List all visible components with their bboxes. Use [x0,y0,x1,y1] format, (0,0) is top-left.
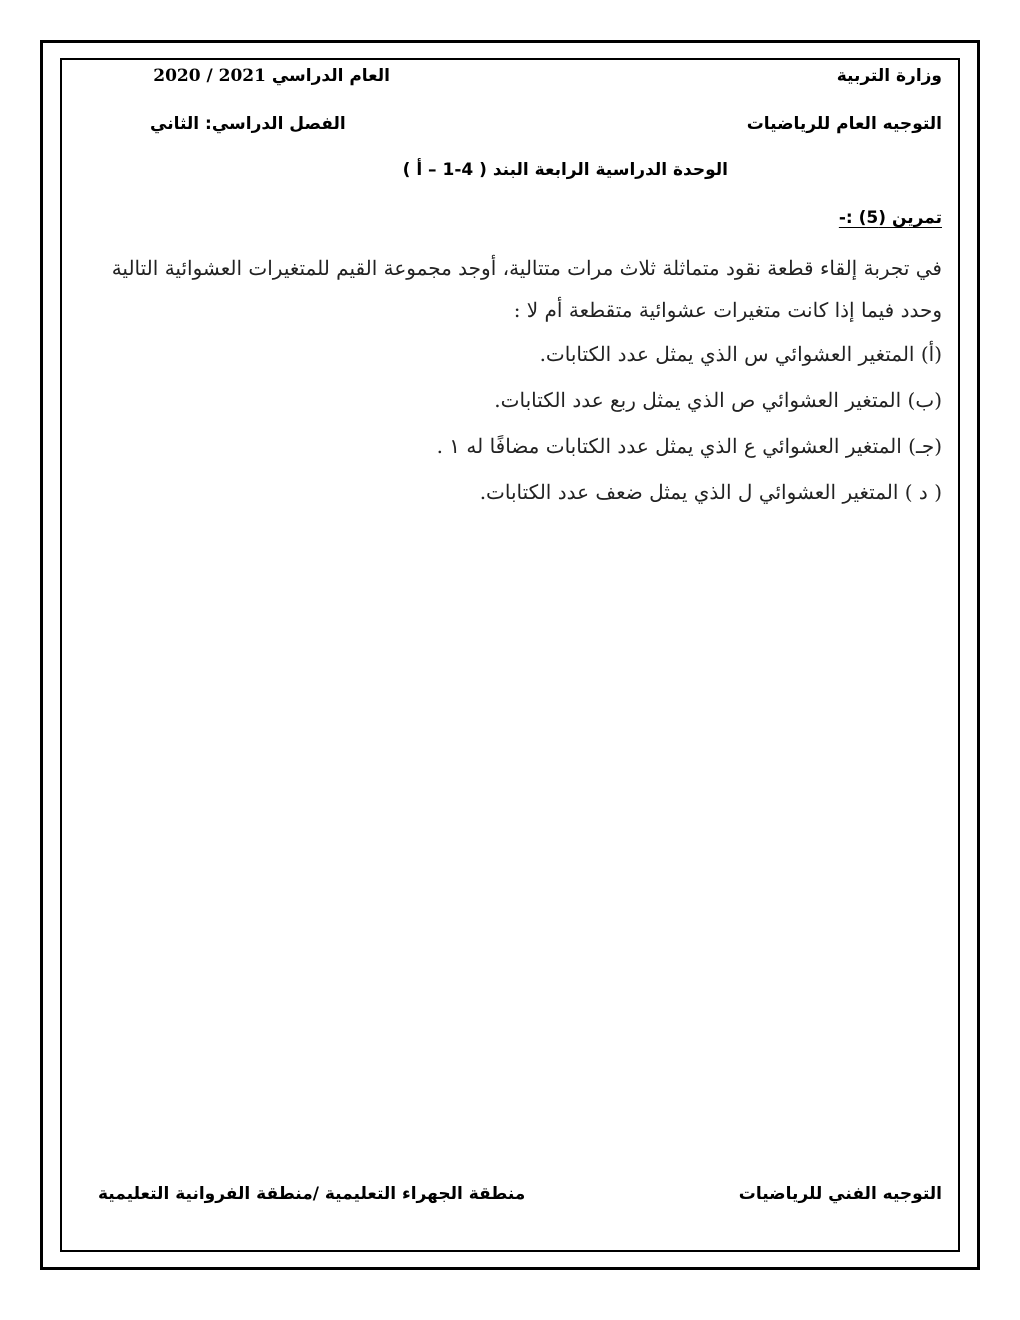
exercise-item-a: (أ) المتغير العشوائي س الذي يمثل عدد الكتابات. [539,342,942,366]
inner-page-border [60,58,960,1252]
academic-year-value: 2020 / 2021 [153,66,266,86]
semester: الفصل الدراسي: الثاني [150,114,346,134]
academic-year-label: العام الدراسي [271,66,390,86]
exercise-item-d: ( د ) المتغير العشوائي ل الذي يمثل ضعف عدد الكتابات. [479,480,942,504]
exercise-intro-line-2: وحدد فيما إذا كانت متغيرات عشوائية متقطعة أم لا : [513,298,942,322]
exercise-item-c: (جـ) المتغير العشوائي ع الذي يمثل عدد الكتابات مضافًا له ١ . [436,434,942,458]
exercise-title: تمرين (5) :- [838,208,942,228]
exercise-intro-line-1: في تجربة إلقاء قطعة نقود متماثلة ثلاث مرات متتالية، أوجد مجموعة القيم للمتغيرات العشوائية التالية [111,256,942,280]
footer-supervision: التوجيه الفني للرياضيات [738,1184,942,1204]
exercise-item-b: (ب) المتغير العشوائي ص الذي يمثل ربع عدد الكتابات. [494,388,942,412]
ministry-name: وزارة التربية [836,66,942,86]
footer-districts: منطقة الجهراء التعليمية /منطقة الفروانية التعليمية [98,1184,526,1204]
supervision-name: التوجيه العام للرياضيات [746,114,942,134]
academic-year [140,66,390,86]
unit-title: الوحدة الدراسية الرابعة البند ( 4-1 – أ ) [402,160,728,180]
